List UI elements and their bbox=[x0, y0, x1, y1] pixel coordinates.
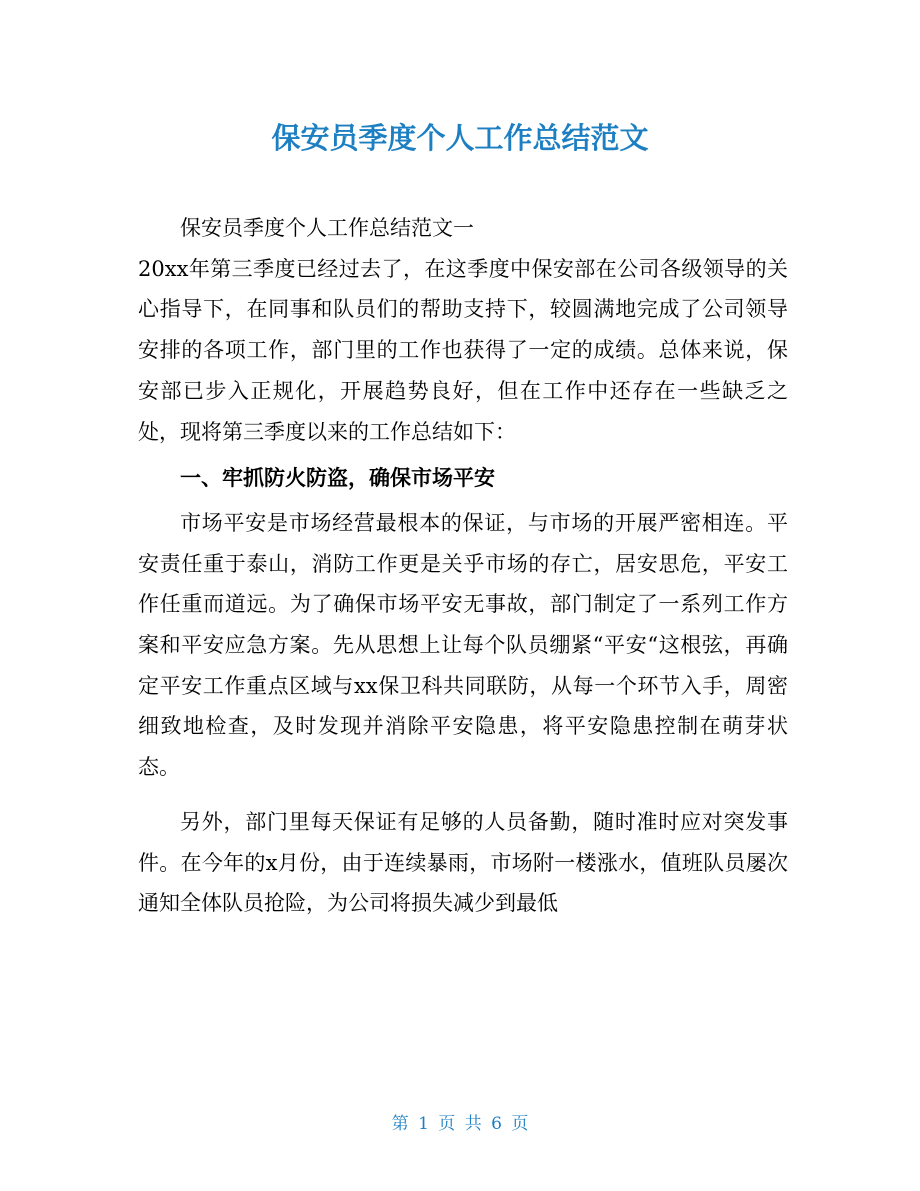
document-body bbox=[138, 208, 788, 924]
intro-paragraph: 20xx年第三季度已经过去了，在这季度中保安部在公司各级领导的关心指导下，在同事和队员们的帮助支持下，较圆满地完成了公司领导安排的各项工作，部门里的工作也获得了一定的成绩。总体来说，保安部已步入正规化，开展趋势良好，但在工作中还存在一些缺乏之处，现将第三季度以来的工作总结如下： bbox=[138, 256, 788, 444]
section-paragraph-2: 另外，部门里每天保证有足够的人员备勤，随时准时应对突发事件。在今年的x月份，由于连续暴雨，市场附一楼涨水，值班队员屡次通知全体队员抢险，为公司将损失减少到最低 bbox=[138, 809, 788, 916]
document-title: 保安员季度个人工作总结范文 bbox=[271, 121, 649, 155]
section-heading: 一、牢抓防火防盗，确保市场平安 bbox=[180, 466, 495, 491]
section-paragraph-1: 市场平安是市场经营最根本的保证，与市场的开展严密相连。平安责任重于泰山，消防工作更是关乎市场的存亡，居安思危，平安工作任重而道远。为了确保市场平安无事故，部门制定了一系列工作方案和平安应急方案。先从思想上让每个队员绷紧“平安“这根弦，再确定平安工作重点区域与xx保卫科共同联防，从每一个环节入手，周密细致地检查，及时发现并消除平安隐患，将平安隐患控制在萌芽状态。 bbox=[138, 510, 788, 780]
page-number: 第 1 页 共 6 页 bbox=[391, 1114, 529, 1134]
subtitle: 保安员季度个人工作总结范文一 bbox=[180, 216, 474, 240]
